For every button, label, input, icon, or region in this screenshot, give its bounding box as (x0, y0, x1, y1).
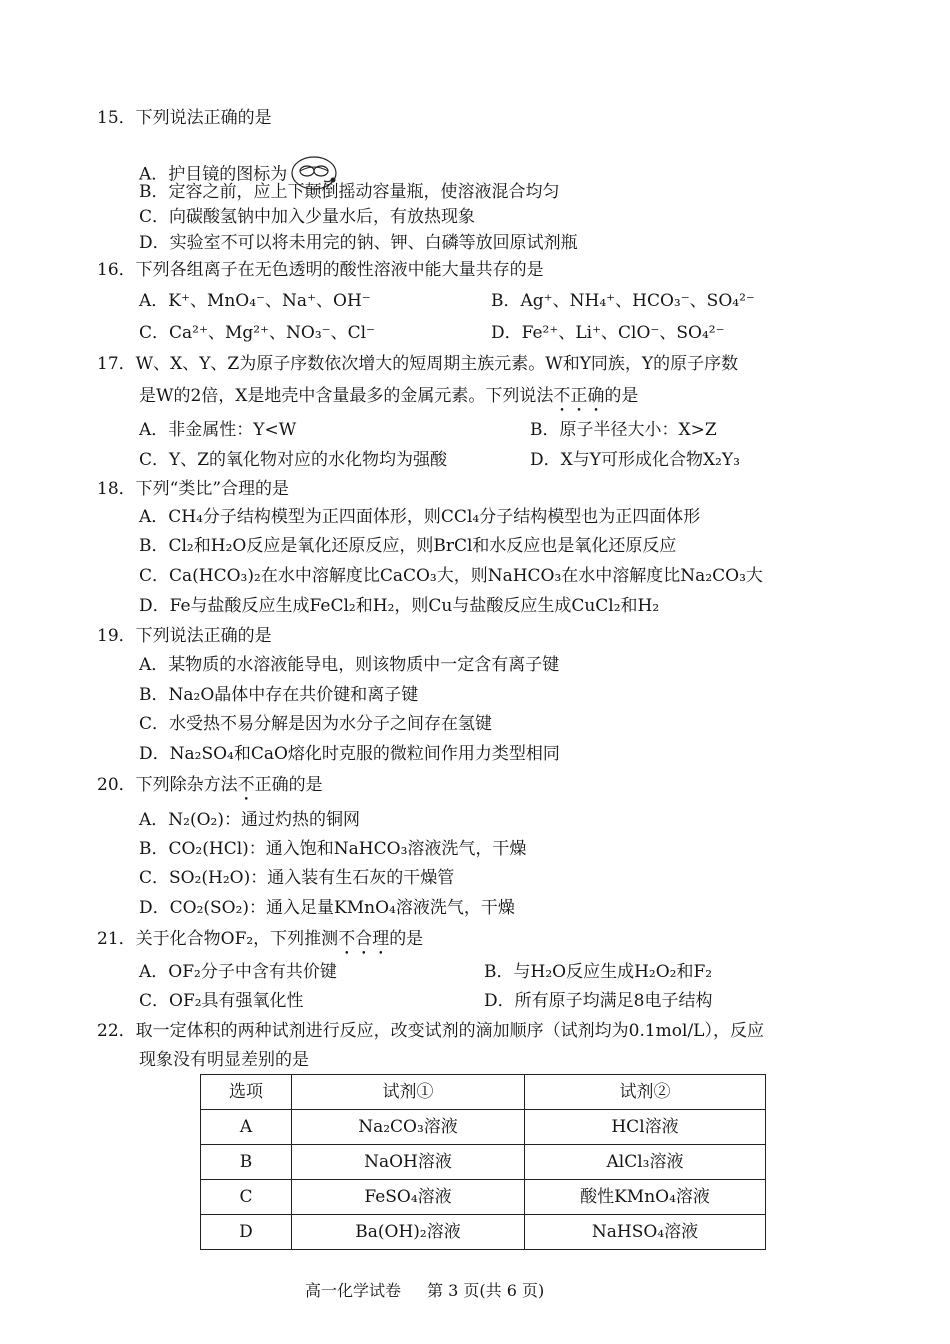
q16-stem: 16．下列各组离子在无色透明的酸性溶液中能大量共存的是 (97, 260, 544, 280)
table-row (201, 1180, 766, 1215)
q21-option-a: A．OF₂分子中含有共价键 (139, 962, 337, 982)
footer-page-number: 第 3 页(共 6 页) (427, 1281, 545, 1300)
q21-stem (97, 929, 423, 959)
q15-option-b: B．定容之前，应上下颠倒摇动容量瓶，使溶液混合均匀 (139, 182, 560, 202)
q15-option-a-text: A．护目镜的图标为 (139, 164, 288, 185)
q18-option-d: D．Fe与盐酸反应生成FeCl₂和H₂，则Cu与盐酸反应生成CuCl₂和H₂ (139, 596, 660, 616)
q21-stem-pre: 21．关于化合物OF₂，下列推测 (97, 929, 339, 949)
table-cell: AlCl₃溶液 (525, 1145, 766, 1180)
table-row (201, 1110, 766, 1145)
table-cell: Na₂CO₃溶液 (292, 1110, 525, 1145)
table-cell: NaOH溶液 (292, 1145, 525, 1180)
q20-option-d: D．CO₂(SO₂)：通入足量KMnO₄溶液洗气，干燥 (139, 898, 515, 918)
q16-option-d: D．Fe²⁺、Li⁺、ClO⁻、SO₄²⁻ (491, 323, 725, 343)
q15-option-d: D．实验室不可以将未用完的钠、钾、白磷等放回原试剂瓶 (139, 233, 578, 253)
footer-subject: 高一化学试卷 (305, 1281, 402, 1300)
q18-stem: 18．下列“类比”合理的是 (97, 479, 290, 499)
q20-option-b: B．CO₂(HCl)：通入饱和NaHCO₃溶液洗气，干燥 (139, 839, 527, 859)
reagent-table (200, 1074, 766, 1250)
table-header-row (201, 1075, 766, 1110)
q15-option-c: C．向碳酸氢钠中加入少量水后，有放热现象 (139, 207, 476, 227)
table-cell: D (201, 1215, 292, 1250)
q17-stem-line2 (139, 386, 638, 416)
q17-option-b: B．原子半径大小：X>Z (530, 420, 717, 440)
q16-option-a: A．K⁺、MnO₄⁻、Na⁺、OH⁻ (139, 291, 371, 311)
table-cell: B (201, 1145, 292, 1180)
q22-stem-line1: 22．取一定体积的两种试剂进行反应，改变试剂的滴加顺序（试剂均为0.1mol/L），反应 (97, 1021, 764, 1041)
table-cell: NaHSO₄溶液 (525, 1215, 766, 1250)
q17-stem-line1: 17．W、X、Y、Z为原子序数依次增大的短周期主族元素。W和Y同族，Y的原子序数 (97, 354, 739, 374)
q21-stem-emphasis: 不合理 (338, 929, 390, 949)
table-row (201, 1215, 766, 1250)
q20-stem (97, 775, 323, 805)
q18-option-a: A．CH₄分子结构模型为正四面体形，则CCl₄分子结构模型也为正四面体形 (139, 507, 701, 527)
q18-option-b: B．Cl₂和H₂O反应是氧化还原反应，则BrCl和水反应也是氧化还原反应 (139, 536, 677, 556)
table-row (201, 1145, 766, 1180)
q19-option-c: C．水受热不易分解是因为水分子之间存在氢键 (139, 714, 493, 734)
table-header-cell: 试剂② (525, 1075, 766, 1110)
table-cell: 酸性KMnO₄溶液 (525, 1180, 766, 1215)
q17-option-a: A．非金属性：Y<W (139, 420, 297, 440)
q20-option-a: A．N₂(O₂)：通过灼热的铜网 (139, 810, 360, 830)
q20-option-c: C．SO₂(H₂O)：通入装有生石灰的干燥管 (139, 868, 455, 888)
q20-stem-emphasis: 不 (237, 775, 255, 795)
table-cell: FeSO₄溶液 (292, 1180, 525, 1215)
q17-stem-post: 的是 (604, 386, 639, 406)
q21-option-c: C．OF₂具有强氧化性 (139, 991, 304, 1011)
q16-option-b: B．Ag⁺、NH₄⁺、HCO₃⁻、SO₄²⁻ (491, 291, 755, 311)
q19-stem: 19．下列说法正确的是 (97, 626, 272, 646)
q21-stem-post: 的是 (389, 929, 424, 949)
table-cell: Ba(OH)₂溶液 (292, 1215, 525, 1250)
table-cell: A (201, 1110, 292, 1145)
table-cell: HCl溶液 (525, 1110, 766, 1145)
q17-stem-pre: 是W的2倍，X是地壳中含量最多的金属元素。下列说法 (139, 386, 554, 406)
q19-option-d: D．Na₂SO₄和CaO熔化时克服的微粒间作用力类型相同 (139, 744, 560, 764)
q17-stem-emphasis: 不正确 (553, 386, 605, 406)
q15-stem: 15．下列说法正确的是 (97, 108, 272, 128)
q20-stem-post: 正确的是 (254, 775, 323, 795)
table-header-cell: 试剂① (292, 1075, 525, 1110)
page-footer (305, 1283, 570, 1299)
q19-option-b: B．Na₂O晶体中存在共价键和离子键 (139, 685, 419, 705)
q22-stem-line2: 现象没有明显差别的是 (139, 1050, 309, 1070)
table-header-cell: 选项 (201, 1075, 292, 1110)
q17-option-d: D．X与Y可形成化合物X₂Y₃ (530, 450, 740, 470)
q21-option-d: D．所有原子均满足8电子结构 (484, 991, 713, 1011)
q20-stem-pre: 20．下列除杂方法 (97, 775, 238, 795)
q16-option-c: C．Ca²⁺、Mg²⁺、NO₃⁻、Cl⁻ (139, 323, 376, 343)
table-cell: C (201, 1180, 292, 1215)
q21-option-b: B．与H₂O反应生成H₂O₂和F₂ (484, 962, 713, 982)
q19-option-a: A．某物质的水溶液能导电，则该物质中一定含有离子键 (139, 655, 560, 675)
q17-option-c: C．Y、Z的氧化物对应的水化物均为强酸 (139, 450, 448, 470)
q18-option-c: C．Ca(HCO₃)₂在水中溶解度比CaCO₃大，则NaHCO₃在水中溶解度比Na₂CO₃大 (139, 566, 763, 586)
